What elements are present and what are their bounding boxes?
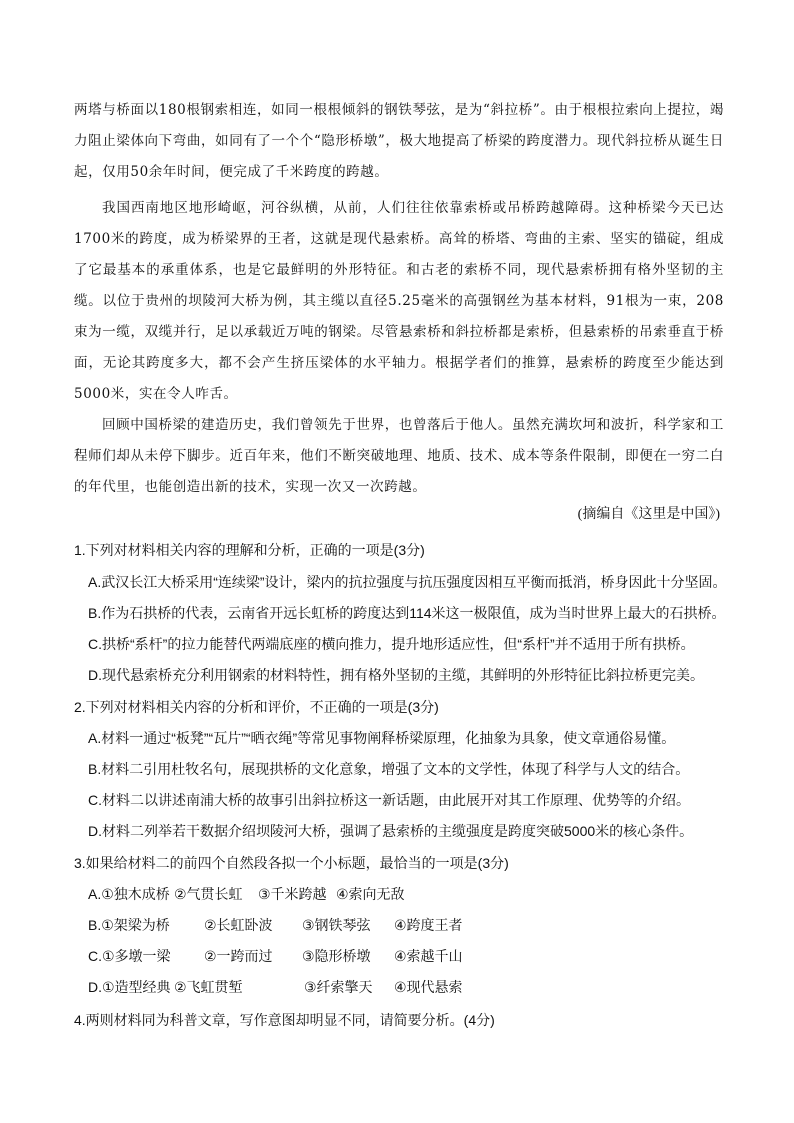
question-4-stem: 4.两则材料同为科普文章，写作意图却明显不同，请简要分析。(4分) xyxy=(74,1012,495,1028)
q3-a-title-1: A.①独木成桥 xyxy=(88,886,170,902)
question-1-stem: 1.下列对材料相关内容的理解和分析，正确的一项是(3分) xyxy=(74,542,425,558)
question-1-option-d: D.现代悬索桥充分利用钢索的材料特性，拥有格外坚韧的主缆，其鲜明的外形特征比斜拉桥更完美。 xyxy=(88,667,704,683)
q3-c-title-3: ③隐形桥墩 xyxy=(302,948,371,964)
question-3-stem: 3.如果给材料二的前四个自然段各拟一个小标题，最恰当的一项是(3分) xyxy=(74,855,509,871)
question-2-option-d: D.材料二列举若干数据介绍坝陵河大桥，强调了悬索桥的主缆强度是跨度突破5000米的核心条件。 xyxy=(88,823,694,839)
question-2-option-b: B.材料二引用杜牧名句，展现拱桥的文化意象，增强了文本的文学性，体现了科学与人文的结合。 xyxy=(88,761,690,777)
question-2-stem: 2.下列对材料相关内容的分析和评价，不正确的一项是(3分) xyxy=(74,699,439,715)
q3-b-title-2: ②长虹卧波 xyxy=(204,917,273,933)
q3-b-title-1: B.①架梁为桥 xyxy=(88,917,170,933)
question-1-option-b: B.作为石拱桥的代表，云南省开远长虹桥的跨度达到114米这一极限值，成为当时世界上最大的石拱桥。 xyxy=(88,605,726,621)
passage-paragraph-2: 我国西南地区地形崎岖，河谷纵横，从前，人们往往依靠索桥或吊桥跨越障碍。这种桥梁今天已达1700米的跨度，成为桥梁界的王者，这就是现代悬索桥。高耸的桥塔、弯曲的主索、坚实的锚碇，组成了它最基本的承重体系，也是它最鲜明的外形特征。和古老的索桥不同，现代悬索桥拥有格外坚韧的主缆。以位于贵州的坝陵河大桥为例，其主缆以直径5.25毫米的高强钢丝为基本材料，91根为一束，208束为一缆，双缆并行，足以承载近万吨的钢梁。尽管悬索桥和斜拉桥都是索桥，但悬索桥的吊索垂直于桥面，无论其跨度多大，都不会产生挤压梁体的水平轴力。根据学者们的推算，悬索桥的跨度至少能达到5000米，实在令人咋舌。 xyxy=(74,200,724,402)
question-3-option-c xyxy=(88,946,728,966)
q3-c-title-2: ②一跨而过 xyxy=(204,948,273,964)
q3-d-title-2: ②飞虹贯堑 xyxy=(174,979,243,995)
q3-c-title-1: C.①多墩一梁 xyxy=(88,948,171,964)
source-citation: (摘编自《这里是中国》) xyxy=(577,507,720,522)
q3-b-title-3: ③钢铁琴弦 xyxy=(302,917,371,933)
q3-c-title-4: ④索越千山 xyxy=(394,948,463,964)
question-2-option-a: A.材料一通过“板凳”“瓦片”“晒衣绳”等常见事物阐释桥梁原理，化抽象为具象，使文章通俗易懂。 xyxy=(88,730,676,746)
q3-a-title-2: ②气贯长虹 xyxy=(174,886,243,902)
q3-d-title-4: ④现代悬索 xyxy=(394,979,463,995)
question-3-option-b xyxy=(88,915,728,935)
question-1-option-a: A.武汉长江大桥采用“连续梁”设计，梁内的抗拉强度与抗压强度因相互平衡而抵消，桥身因此十分坚固。 xyxy=(88,574,727,590)
q3-d-title-1: D.①造型经典 xyxy=(88,979,171,995)
question-1-option-c: C.拱桥“系杆”的拉力能替代两端底座的横向推力，提升地形适应性，但“系杆”并不适用于所有拱桥。 xyxy=(88,636,695,652)
question-2-option-c: C.材料二以讲述南浦大桥的故事引出斜拉桥这一新话题，由此展开对其工作原理、优势等的介绍。 xyxy=(88,792,690,808)
passage-paragraph-3: 回顾中国桥梁的建造历史，我们曾领先于世界，也曾落后于他人。虽然充满坎坷和波折，科学家和工程师们却从未停下脚步。近百年来，他们不断突破地理、地质、技术、成本等条件限制，即便在一穷二白的年代里，也能创造出新的技术，实现一次又一次跨越。 xyxy=(74,417,724,495)
q3-a-title-4: ④索向无敌 xyxy=(336,886,405,902)
q3-b-title-4: ④跨度王者 xyxy=(394,917,463,933)
q3-d-title-3: ③纤索擎天 xyxy=(304,979,373,995)
question-3-option-d xyxy=(88,977,728,997)
q3-a-title-3: ③千米跨越 xyxy=(258,886,327,902)
passage-paragraph-1: 两塔与桥面以180根钢索相连，如同一根根倾斜的钢铁琴弦，是为“斜拉桥”。由于根根拉索向上提拉，竭力阻止梁体向下弯曲，如同有了一个个“隐形桥墩”，极大地提高了桥梁的跨度潜力。现代斜拉桥从诞生日起，仅用50余年时间，便完成了千米跨度的跨越。 xyxy=(74,102,724,180)
question-3-option-a xyxy=(88,884,728,904)
